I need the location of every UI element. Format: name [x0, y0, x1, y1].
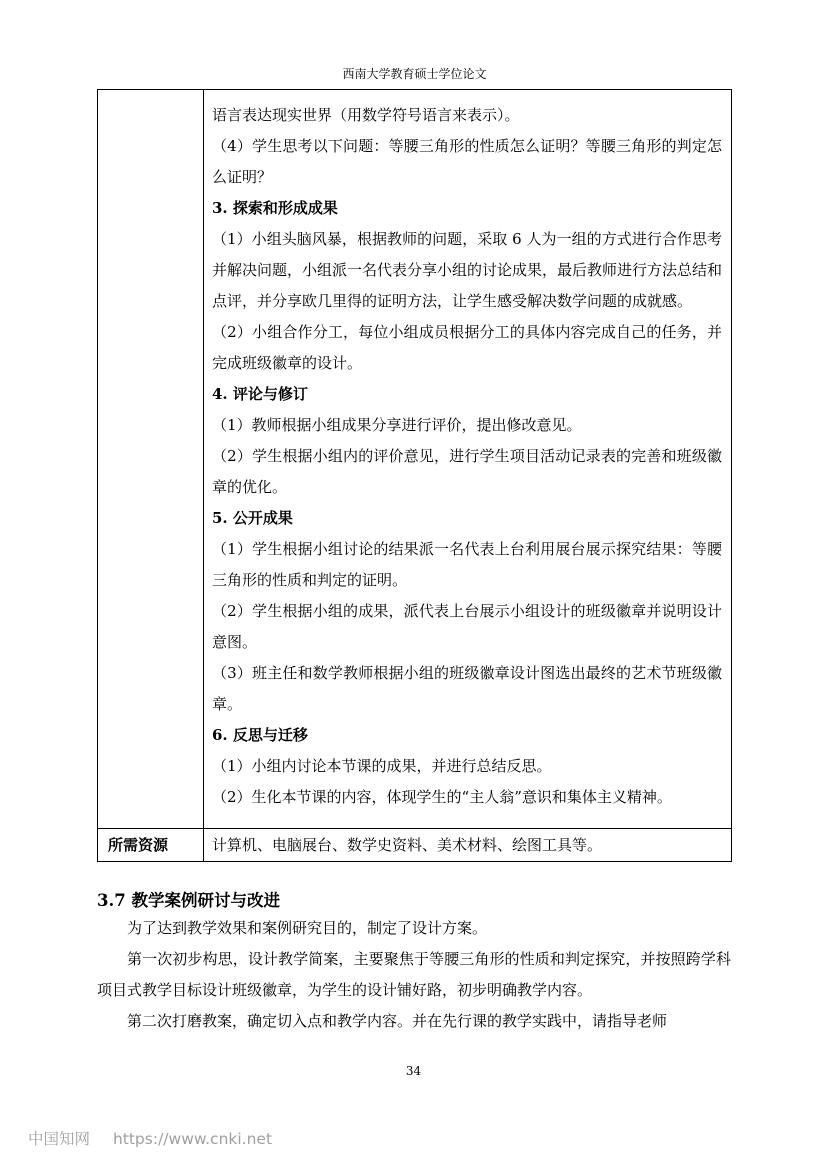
cell-paragraph: （2）生化本节课的内容，体现学生的“主人翁”意识和集体主义精神。 — [212, 788, 672, 806]
cell-paragraph: （1）小组头脑风暴，根据教师的问题，采取 6 人为一组的方式进行合作思考并解决问题，小组派一名代表分享小组的讨论成果，最后教师进行方法总结和点评，并分享欧几里得的证明方法，让学生感受解决数学问题的成就感。 — [212, 230, 723, 310]
step-heading: 5. 公开成果 — [212, 509, 293, 527]
page-header: 西南大学教育硕士学位论文 — [342, 67, 487, 81]
page-number: 34 — [405, 1064, 422, 1078]
lesson-plan-table — [97, 90, 732, 862]
paragraph: 为了达到教学效果和案例研究目的，制定了设计方案。 — [127, 919, 488, 937]
cell-paragraph: （1）小组内讨论本节课的成果，并进行总结反思。 — [212, 757, 552, 775]
cell-paragraph: （1）教师根据小组成果分享进行评价，提出修改意见。 — [212, 416, 582, 434]
cell-paragraph: （4）学生思考以下问题：等腰三角形的性质怎么证明？等腰三角形的判定怎么证明？ — [212, 137, 722, 186]
resources-label: 所需资源 — [108, 836, 169, 854]
watermark-url: https://www.cnki.net — [112, 1130, 273, 1148]
watermark — [28, 1127, 290, 1149]
cell-paragraph: （2）学生根据小组的成果，派代表上台展示小组设计的班级徽章并说明设计意图。 — [212, 602, 722, 651]
cell-paragraph: （1）学生根据小组讨论的结果派一名代表上台利用展台展示探究结果：等腰三角形的性质和判定的证明。 — [212, 540, 722, 589]
cell-paragraph: （3）班主任和数学教师根据小组的班级徽章设计图选出最终的艺术节班级徽章。 — [212, 664, 722, 713]
step-heading: 3. 探索和形成成果 — [212, 199, 338, 217]
column-divider — [203, 90, 204, 861]
watermark-brand: 中国知网 — [28, 1130, 91, 1148]
resources-value: 计算机、电脑展台、数学史资料、美术材料、绘图工具等。 — [212, 836, 603, 854]
cell-paragraph: 语言表达现实世界（用数学符号语言来表示）。 — [212, 106, 520, 124]
step-heading: 4. 评论与修订 — [212, 385, 308, 403]
paragraph: 第一次初步构思，设计教学简案，主要聚焦于等腰三角形的性质和判定探究，并按照跨学科项目式教学目标设计班级徽章，为学生的设计铺好路，初步明确教学内容。 — [97, 950, 731, 999]
row-divider — [98, 828, 731, 829]
continued-cell — [212, 100, 722, 813]
step-heading: 6. 反思与迁移 — [212, 726, 308, 744]
section-title: 3.7 教学案例研讨与改进 — [97, 891, 280, 910]
cell-paragraph: （2）学生根据小组内的评价意见，进行学生项目活动记录表的完善和班级徽章的优化。 — [212, 447, 722, 496]
paragraph: 第二次打磨教案，确定切入点和教学内容。并在先行课的教学实践中，请指导老师 — [127, 1012, 668, 1030]
cell-paragraph: （2）小组合作分工，每位小组成员根据分工的具体内容完成自己的任务，并完成班级徽章的设计。 — [212, 323, 722, 372]
section-body — [97, 913, 731, 1037]
